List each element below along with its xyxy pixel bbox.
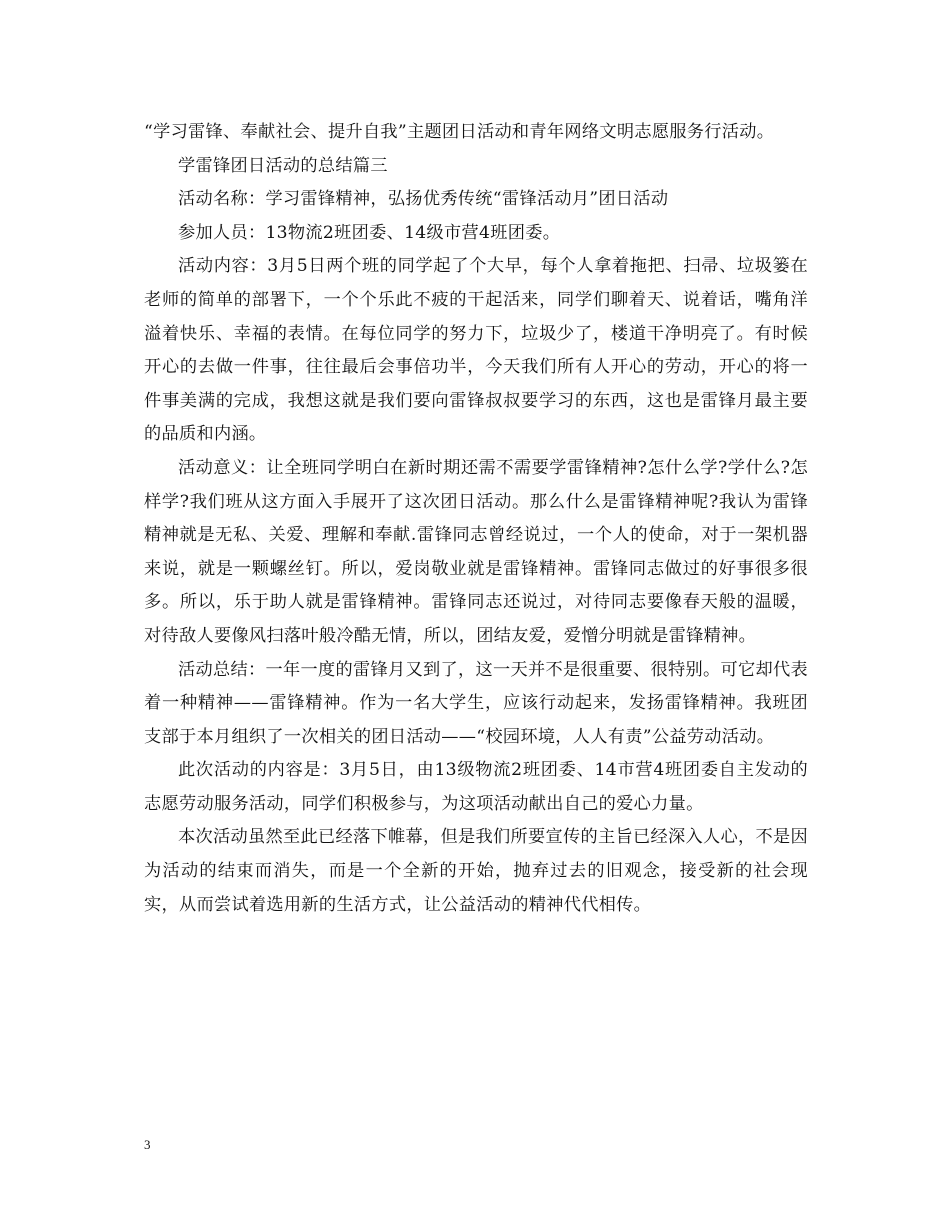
closing-paragraph: 本次活动虽然至此已经落下帷幕，但是我们所要宣传的主旨已经深入人心，不是因为活动的结束而消失，而是一个全新的开始，抛弃过去的旧观念，接受新的社会现实，从而尝试着选用新的生活方式，让公益活动的精神代代相传。	[144, 827, 808, 915]
activity-summary-paragraph: 活动总结：一年一度的雷锋月又到了，这一天并不是很重要、很特别。可它却代表着一种精神——雷锋精神。作为一名大学生，应该行动起来，发扬雷锋精神。我班团支部于本月组织了一次相关的团日活动——“校园环境，人人有责”公益劳动活动。	[144, 659, 808, 747]
activity-content-paragraph: 活动内容：3月5日两个班的同学起了个大早，每个人拿着拖把、扫帚、垃圾篓在老师的简单的部署下，一个个乐此不疲的干起活来，同学们聊着天、说着话，嘴角洋溢着快乐、幸福的表情。在每位同学的努力下，垃圾少了，楼道干净明亮了。有时候开心的去做一件事，往往最后会事倍功半，今天我们所有人开心的劳动，开心的将一件事美满的完成，我想这就是我们要向雷锋叔叔要学习的东西，这也是雷锋月最主要的品质和内涵。	[144, 256, 808, 445]
document-body	[144, 116, 808, 922]
page-number: 3	[144, 1137, 151, 1152]
activity-name-paragraph: 活动名称：学习雷锋精神，弘扬优秀传统“雷锋活动月”团日活动	[178, 189, 669, 210]
participants-paragraph: 参加人员：13物流2班团委、14级市营4班团委。	[178, 222, 561, 243]
activity-details-paragraph: 此次活动的内容是：3月5日，由13级物流2班团委、14市营4班团委自主发动的志愿劳动服务活动，同学们积极参与，为这项活动献出自己的爱心力量。	[144, 760, 808, 814]
activity-significance-paragraph: 活动意义：让全班同学明白在新时期还需不需要学雷锋精神?怎什么学?学什么?怎样学?我们班从这方面入手展开了这次团日活动。那么什么是雷锋精神呢?我认为雷锋精神就是无私、关爱、理解和奉献.雷锋同志曾经说过，一个人的使命，对于一架机器来说，就是一颗螺丝钉。所以，爱岗敬业就是雷锋精神。雷锋同志做过的好事很多很多。所以，乐于助人就是雷锋精神。雷锋同志还说过，对待同志要像春天般的温暖，对待敌人要像风扫落叶般冷酷无情，所以，团结友爱，爱憎分明就是雷锋精神。	[144, 457, 808, 646]
continued-paragraph: “学习雷锋、奉献社会、提升自我”主题团日活动和青年网络文明志愿服务行活动。	[144, 122, 775, 142]
section-heading: 学雷锋团日活动的总结篇三	[178, 155, 388, 176]
